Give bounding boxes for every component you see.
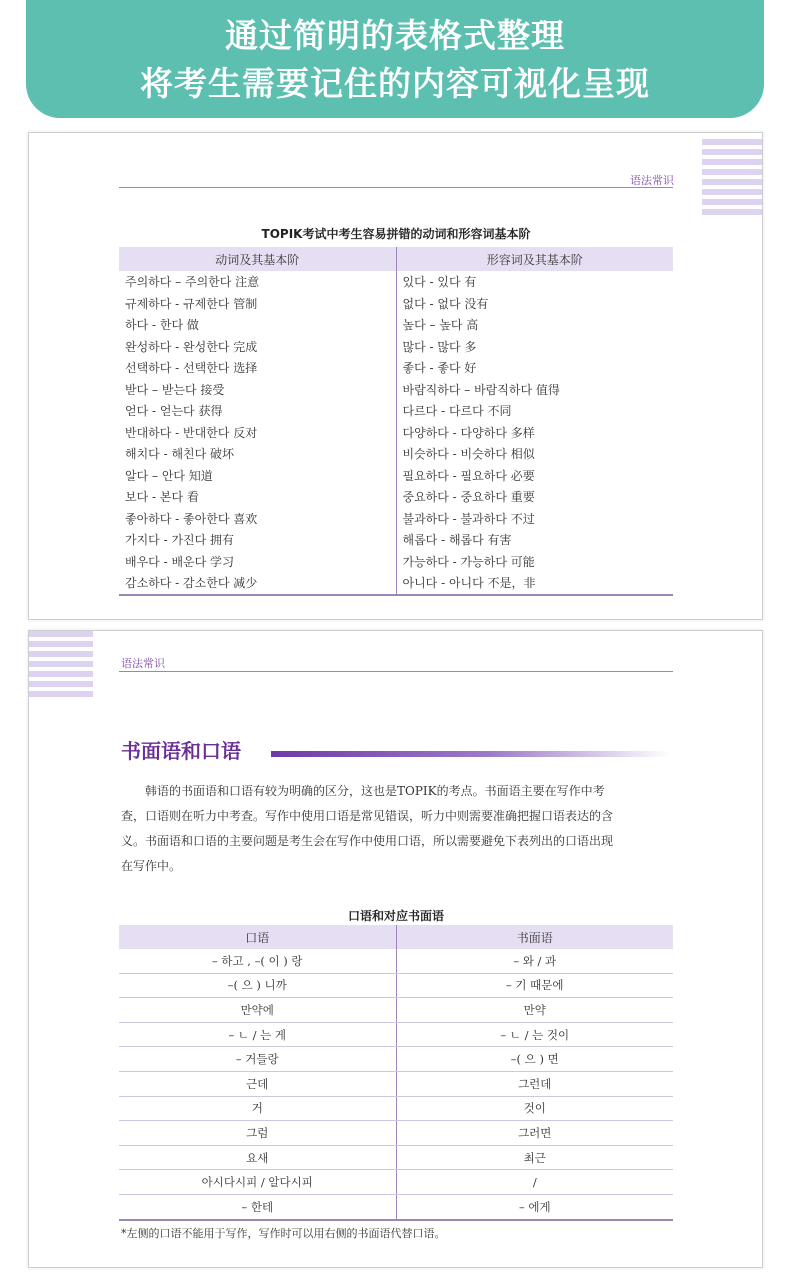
column-header: 口语: [119, 925, 396, 949]
table-row: [119, 400, 673, 422]
table-row: [119, 422, 673, 444]
banner-line-2: 将考生需要记住的内容可视化呈现: [140, 64, 650, 103]
header-banner: [26, 0, 764, 118]
table-cell: 아시다시피 / 알다시피: [119, 1170, 396, 1195]
table-row: [119, 293, 673, 315]
table-title: TOPIK考试中考生容易拼错的动词和形容词基本阶: [261, 227, 531, 241]
table-cell: 요새: [119, 1145, 396, 1170]
table-cell: – 한테: [119, 1194, 396, 1219]
table-cell: 주의하다 – 주의한다 注意: [125, 275, 260, 290]
table-cell: 가능하다 - 가능하다 可能: [396, 551, 673, 573]
table-cell: 없다 - 없다 没有: [396, 293, 673, 315]
footnote: *左侧的口语不能用于写作，写作时可以用右侧的书面语代替口语。: [121, 1227, 446, 1240]
table-cell: 그러면: [396, 1121, 673, 1146]
table-row: [119, 1047, 673, 1072]
table-cell: 불과하다 - 불과하다 不过: [396, 508, 673, 530]
intro-paragraph: [121, 779, 675, 879]
table-row: [119, 572, 673, 595]
table-row: [119, 973, 673, 998]
table-cell: 중요하다 - 중요하다 重要: [396, 486, 673, 508]
paragraph-line: 韩语的书面语和口语有较为明确的区分，这也是TOPIK的考点。书面语主要在写作中考: [145, 784, 605, 798]
table-cell: 해치다 - 해친다 破坏: [125, 447, 235, 462]
table-cell: 그럼: [119, 1121, 396, 1146]
table-cell: – ㄴ / 는 게: [119, 1022, 396, 1047]
table-row: [119, 1194, 673, 1219]
table-row: [119, 998, 673, 1023]
table-row: [119, 357, 673, 379]
page-preview-2: [28, 630, 763, 1268]
table-cell: 그런데: [396, 1071, 673, 1096]
table-cell: 것이: [396, 1096, 673, 1121]
decorative-stripes: [29, 631, 93, 699]
table-cell: 배우다 - 배운다 学习: [125, 554, 235, 569]
verb-adjective-table: [119, 247, 673, 596]
table-row: [119, 486, 673, 508]
table-cell: – 기 때문에: [396, 973, 673, 998]
table-cell: 해롭다 - 해롭다 有害: [396, 529, 673, 551]
table-row: [119, 1121, 673, 1146]
section-label: 语法常识: [630, 174, 674, 187]
table-row: [119, 314, 673, 336]
table-cell: 받다 – 받는다 接受: [125, 382, 225, 397]
table-cell: 거: [119, 1096, 396, 1121]
banner-line-1: 通过简明的表格式整理: [225, 16, 565, 55]
table-row: [119, 336, 673, 358]
section-label: 语法常识: [121, 657, 165, 670]
table-cell: 아니다 - 아니다 不是，非: [396, 572, 673, 595]
table-cell: –( 으 ) 면: [396, 1047, 673, 1072]
table-row: [119, 443, 673, 465]
page-preview-1: [28, 132, 763, 620]
table-cell: 비슷하다 - 비슷하다 相似: [396, 443, 673, 465]
table-cell: 하다 - 한다 做: [125, 318, 199, 333]
table-cell: 많다 - 많다 多: [396, 336, 673, 358]
column-header: 形容词及其基本阶: [396, 247, 673, 271]
table-row: [119, 508, 673, 530]
table-row: [119, 379, 673, 401]
table-cell: 보다 - 본다 看: [125, 490, 199, 505]
table-cell: – 거들랑: [119, 1047, 396, 1072]
table-row: [119, 1071, 673, 1096]
table-cell: 있다 - 있다 有: [396, 271, 673, 293]
paragraph-line: 在写作中。: [121, 859, 182, 873]
table-row: [119, 1022, 673, 1047]
table-cell: 필요하다 - 필요하다 必要: [396, 465, 673, 487]
table-cell: 다르다 - 다르다 不同: [396, 400, 673, 422]
table-row: [119, 271, 673, 293]
table-cell: 만약에: [119, 998, 396, 1023]
table-cell: 근데: [119, 1071, 396, 1096]
table-row: [119, 1145, 673, 1170]
table-row: [119, 465, 673, 487]
table-cell: 가지다 - 가진다 拥有: [125, 533, 235, 548]
table-cell: 만약: [396, 998, 673, 1023]
table-cell: 다양하다 - 다양하다 多样: [396, 422, 673, 444]
section-divider: [119, 671, 673, 672]
table-cell: – 와 / 과: [396, 949, 673, 973]
table-cell: 반대하다 - 반대한다 反对: [125, 425, 258, 440]
table-title: 口语和对应书面语: [347, 909, 444, 923]
table-cell: 얻다 - 얻는다 获得: [125, 404, 223, 419]
table-row: [119, 551, 673, 573]
section-divider: [119, 187, 673, 188]
table-row: [119, 529, 673, 551]
table-cell: 높다 – 높다 高: [396, 314, 673, 336]
table-cell: – 하고 , –( 이 ) 랑: [119, 949, 396, 973]
paragraph-line: 查，口语则在听力中考查。写作中使用口语是常见错误，听力中则需要准确把握口语表达的含: [121, 809, 614, 823]
table-cell: 규제하다 - 규제한다 管制: [125, 296, 258, 311]
column-header: 动词及其基本阶: [119, 247, 396, 271]
section-heading: 书面语和口语: [121, 739, 241, 763]
table-cell: – 에게: [396, 1194, 673, 1219]
table-row: [119, 1096, 673, 1121]
decorative-stripes: [702, 139, 762, 219]
table-cell: 감소하다 - 감소한다 减少: [119, 572, 396, 595]
column-header: 书面语: [396, 925, 673, 949]
table-row: [119, 1170, 673, 1195]
table-cell: 바람직하다 – 바람직하다 值得: [396, 379, 673, 401]
table-cell: /: [396, 1170, 673, 1195]
table-cell: 좋아하다 - 좋아한다 喜欢: [125, 511, 258, 526]
table-row: [119, 949, 673, 973]
heading-underline-bar: [271, 751, 671, 757]
table-cell: 선택하다 - 선택한다 选择: [125, 361, 258, 376]
table-cell: –( 으 ) 니까: [119, 973, 396, 998]
table-cell: 알다 – 안다 知道: [125, 468, 213, 483]
spoken-written-table: [119, 925, 673, 1221]
table-cell: 완성하다 - 완성한다 完成: [125, 339, 258, 354]
table-cell: 최근: [396, 1145, 673, 1170]
table-cell: 좋다 - 좋다 好: [396, 357, 673, 379]
paragraph-line: 义。书面语和口语的主要问题是考生会在写作中使用口语，所以需要避免下表列出的口语出现: [121, 834, 614, 848]
table-cell: – ㄴ / 는 것이: [396, 1022, 673, 1047]
